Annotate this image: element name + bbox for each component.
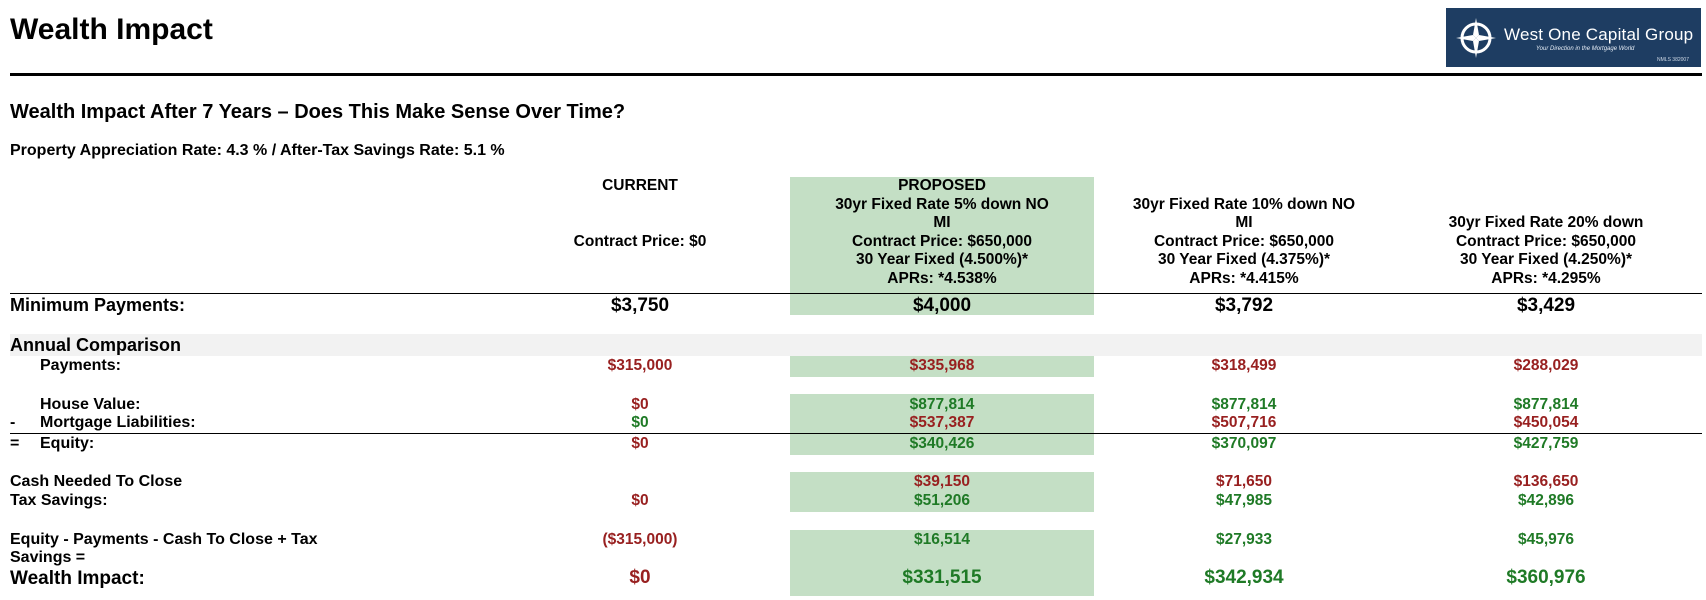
wealth-impact-value: $360,976 [1506, 567, 1586, 588]
net-value: ($315,000) [602, 531, 678, 548]
annual-comparison-label: Annual Comparison [10, 335, 182, 355]
loan-program: 30yr Fixed Rate 5% down NO [835, 195, 1049, 213]
wealth-impact-value: $0 [629, 567, 651, 588]
column-header-20-down [1396, 214, 1696, 288]
house-value: $877,814 [1513, 396, 1579, 413]
logo-tagline: Your Direction in the Mortgage World [1536, 46, 1635, 52]
loan-rate: 30 Year Fixed (4.250%)* [1459, 251, 1633, 268]
house-value-label: House Value: [40, 396, 141, 413]
mortgage-liabilities-value: $537,387 [909, 414, 975, 431]
equity-value: $370,097 [1211, 435, 1277, 452]
cash-to-close-value: $136,650 [1513, 473, 1579, 490]
column-header-10-down [1094, 196, 1394, 289]
house-value: $877,814 [909, 396, 975, 413]
min-payments-label: Minimum Payments: [10, 295, 186, 315]
equity-value: $340,426 [909, 435, 975, 452]
min-payment-value: $3,429 [1516, 295, 1576, 316]
logo-nmls: NMLS 382007 [1657, 57, 1689, 63]
contract-price: Contract Price: $0 [573, 232, 707, 250]
rates-line: Property Appreciation Rate: 4.3 % / After-Tax Savings Rate: 5.1 % [10, 142, 505, 159]
payments-value: $288,029 [1513, 357, 1579, 374]
company-logo [1446, 8, 1701, 67]
payments-value: $318,499 [1211, 357, 1277, 374]
tax-savings-value: $42,896 [1517, 492, 1575, 509]
wealth-impact-value: $331,515 [902, 567, 982, 588]
header-rule [10, 293, 1702, 294]
column-status: CURRENT [602, 177, 678, 194]
column-header-current [490, 177, 790, 251]
cash-to-close-value: $39,150 [913, 473, 971, 490]
wealth-impact-value: $342,934 [1204, 567, 1284, 588]
net-formula-label: Equity - Payments - Cash To Close + Tax [10, 531, 318, 548]
payments-value: $315,000 [607, 357, 673, 374]
column-status: PROPOSED [898, 177, 986, 194]
loan-program-cont: MI [1235, 214, 1253, 231]
equals-sign: = [10, 435, 20, 452]
net-formula-label-cont: Savings = [10, 549, 86, 566]
min-payment-value: $3,792 [1214, 295, 1274, 316]
contract-price: Contract Price: $650,000 [1153, 232, 1335, 250]
min-payment-value: $3,750 [610, 295, 670, 316]
cash-to-close-value: $71,650 [1215, 473, 1273, 490]
mortgage-liabilities-value: $0 [631, 414, 649, 431]
loan-program: 30yr Fixed Rate 20% down [1448, 214, 1644, 231]
header-divider [10, 73, 1702, 76]
compass-logo-icon [1454, 16, 1498, 60]
loan-apr: APRs: *4.538% [887, 269, 997, 287]
mortgage-liabilities-value: $450,054 [1513, 414, 1579, 431]
min-payment-value: $4,000 [912, 295, 972, 316]
loan-rate: 30 Year Fixed (4.500%)* [855, 251, 1029, 268]
annual-comparison-band [10, 334, 1702, 356]
tax-savings-value: $51,206 [913, 492, 971, 509]
logo-company-name: West One Capital Group [1504, 25, 1694, 44]
net-value: $27,933 [1215, 531, 1273, 548]
net-value: $45,976 [1517, 531, 1575, 548]
section-title: Wealth Impact After 7 Years – Does This Make Sense Over Time? [10, 101, 626, 123]
wealth-impact-label: Wealth Impact: [10, 568, 145, 589]
column-header-proposed [792, 177, 1092, 288]
page-title: Wealth Impact [10, 13, 213, 46]
equity-rule [10, 433, 1702, 434]
tax-savings-value: $47,985 [1215, 492, 1273, 509]
tax-savings-label: Tax Savings: [10, 492, 108, 509]
cash-to-close-label: Cash Needed To Close [10, 473, 183, 490]
loan-apr: APRs: *4.295% [1491, 269, 1601, 287]
equity-value: $427,759 [1513, 435, 1579, 452]
payments-value: $335,968 [909, 357, 975, 374]
house-value: $0 [631, 396, 649, 413]
net-value: $16,514 [913, 531, 971, 548]
contract-price: Contract Price: $650,000 [851, 232, 1033, 250]
equity-label: Equity: [40, 435, 95, 452]
loan-program: 30yr Fixed Rate 10% down NO [1132, 195, 1356, 213]
minus-sign: - [10, 414, 16, 431]
mortgage-liabilities-label: Mortgage Liabilities: [40, 414, 196, 431]
house-value: $877,814 [1211, 396, 1277, 413]
loan-rate: 30 Year Fixed (4.375%)* [1157, 251, 1331, 268]
payments-label: Payments: [40, 357, 121, 374]
loan-program-cont: MI [933, 214, 951, 231]
mortgage-liabilities-value: $507,716 [1211, 414, 1277, 431]
loan-apr: APRs: *4.415% [1189, 269, 1299, 287]
equity-value: $0 [631, 435, 649, 452]
contract-price: Contract Price: $650,000 [1455, 232, 1637, 250]
tax-savings-value: $0 [631, 492, 649, 509]
